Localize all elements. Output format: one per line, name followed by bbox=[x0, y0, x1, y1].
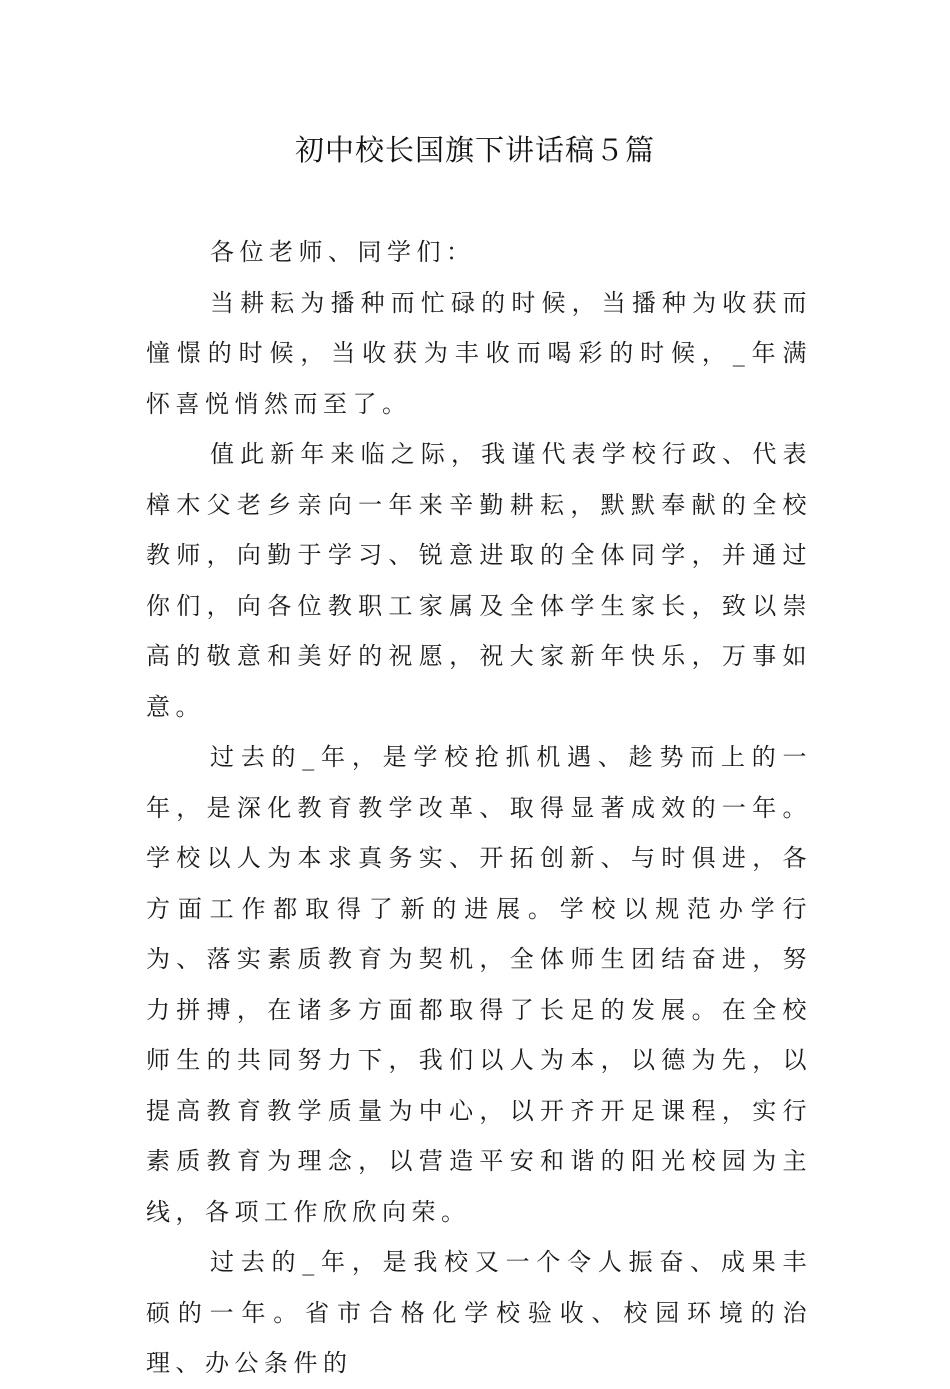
document-title: 初中校长国旗下讲话稿５篇 bbox=[294, 133, 655, 167]
body-paragraph: 过去的_年，是我校又一个令人振奋、成果丰硕的一年。省市合格化学校验收、校园环境的治理、办公条件的 bbox=[146, 1248, 812, 1377]
body-paragraph: 当耕耘为播种而忙碌的时候，当播种为收获而憧憬的时候，当收获为丰收而喝彩的时候，_年满怀喜悦悄然而至了。 bbox=[146, 288, 812, 418]
body-paragraph: 值此新年来临之际，我谨代表学校行政、代表樟木父老乡亲向一年来辛勤耕耘，默默奉献的全校教师，向勤于学习、锐意进取的全体同学，并通过你们，向各位教职工家属及全体学生家长，致以崇高的敬意和美好的祝愿，祝大家新年快乐，万事如意。 bbox=[146, 440, 812, 721]
document-body bbox=[146, 227, 812, 1389]
body-paragraph: 过去的_年，是学校抢抓机遇、趁势而上的一年，是深化教育教学改革、取得显著成效的一年。学校以人为本求真务实、开拓创新、与时俱进，各方面工作都取得了新的进展。学校以规范办学行为、落实素质教育为契机，全体师生团结奋进，努力拼搏，在诸多方面都取得了长足的发展。在全校师生的共同努力下，我们以人为本，以德为先，以提高教育教学质量为中心，以开齐开足课程，实行素质教育为理念，以营造平安和谐的阳光校园为主线，各项工作欣欣向荣。 bbox=[146, 743, 812, 1226]
salutation-paragraph: 各位老师、同学们： bbox=[210, 238, 476, 266]
